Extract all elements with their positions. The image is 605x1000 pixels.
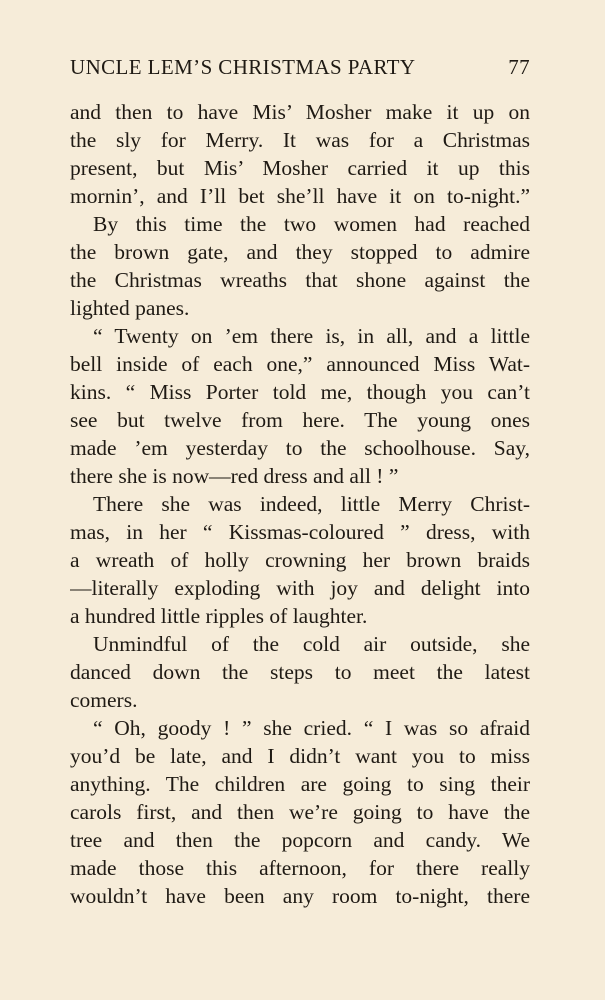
text-line: made ’em yesterday to the schoolhouse. Say, — [70, 436, 530, 460]
text-line: mornin’, and I’ll bet she’ll have it on to-night.” — [70, 184, 530, 208]
text-line: the Christmas wreaths that shone against the — [70, 268, 530, 292]
text-line: you’d be late, and I didn’t want you to miss — [70, 744, 530, 768]
text-line: the sly for Merry. It was for a Christmas — [70, 128, 530, 152]
text-line: a wreath of holly crowning her brown braids — [70, 548, 530, 572]
text-line: wouldn’t have been any room to-night, there — [70, 884, 530, 908]
text-line: made those this afternoon, for there really — [70, 856, 530, 880]
text-line: there she is now—red dress and all ! ” — [70, 464, 399, 488]
text-line: “ Twenty on ’em there is, in all, and a little — [93, 324, 530, 348]
text-line: kins. “ Miss Porter told me, though you can’t — [70, 380, 530, 404]
running-title: UNCLE LEM’S CHRISTMAS PARTY — [70, 55, 416, 79]
text-line: anything. The children are going to sing their — [70, 772, 530, 796]
text-line: —literally exploding with joy and delight into — [70, 576, 530, 600]
text-line: bell inside of each one,” announced Miss Wat- — [70, 352, 530, 376]
text-line: Unmindful of the cold air outside, she — [93, 632, 530, 656]
page-number: 77 — [508, 55, 530, 79]
text-line: danced down the steps to meet the latest — [70, 660, 530, 684]
text-line: mas, in her “ Kissmas-coloured ” dress, with — [70, 520, 530, 544]
text-line: the brown gate, and they stopped to admire — [70, 240, 530, 264]
text-line: present, but Mis’ Mosher carried it up this — [70, 156, 530, 180]
text-line: see but twelve from here. The young ones — [70, 408, 530, 432]
text-line: and then to have Mis’ Mosher make it up on — [70, 100, 530, 124]
text-line: There she was indeed, little Merry Christ- — [93, 492, 530, 516]
text-line: tree and then the popcorn and candy. We — [70, 828, 530, 852]
text-line: “ Oh, goody ! ” she cried. “ I was so afraid — [93, 716, 530, 740]
body-text — [70, 98, 530, 910]
text-line: carols first, and then we’re going to have the — [70, 800, 530, 824]
running-head — [70, 52, 530, 82]
text-line: a hundred little ripples of laughter. — [70, 604, 368, 628]
text-line: lighted panes. — [70, 296, 190, 320]
text-line: comers. — [70, 688, 138, 712]
text-line: By this time the two women had reached — [93, 212, 530, 236]
